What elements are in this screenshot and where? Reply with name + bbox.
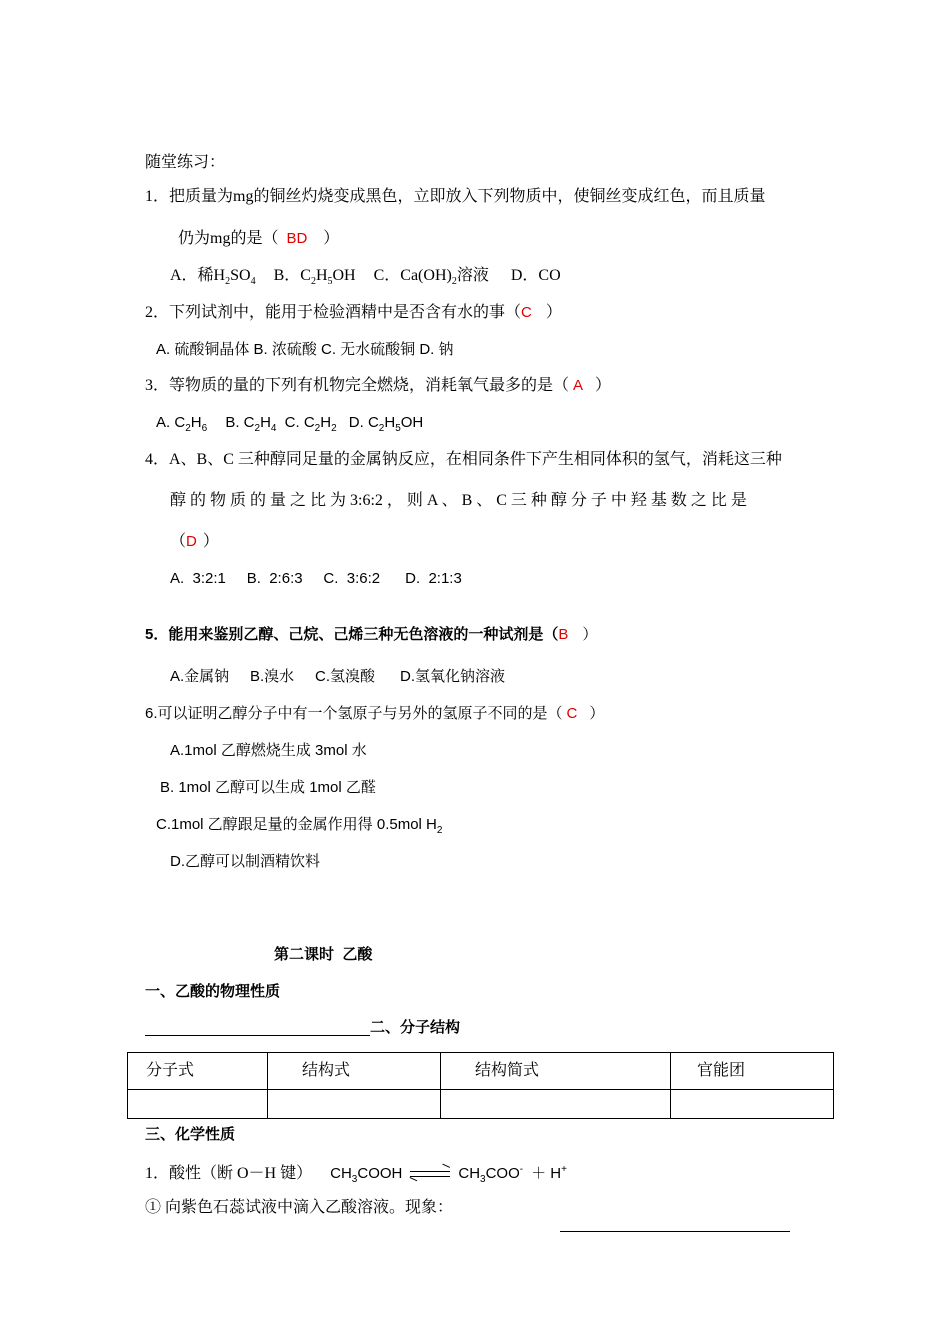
question-4-line-1: 4．A、B、C 三种醇同足量的金属钠反应，在相同条件下产生相同体积的氢气，消耗这三种 <box>145 451 782 468</box>
question-1-answer: BD <box>286 230 308 247</box>
question-1-line-2: 仍为mg的是（ BD ） <box>178 230 340 247</box>
acidity-equation: 1．酸性（断 O－H 键） $CH_3COOH$ $CH_3COO^- + H^+$ <box>145 1164 567 1185</box>
question-2-answer: C <box>521 304 532 321</box>
question-1-options: A．稀$H_2SO_4$ B．$C_2H_5OH$ C．$Ca(OH)_2$溶液 D．CO <box>170 267 561 288</box>
equilibrium-arrow-icon <box>410 1169 450 1179</box>
question-3-options: A. $C_2H_6$ B. $C_2H_4$ C. $C_2H_2$ D. $C_2H_5OH$ <box>156 414 424 434</box>
section-physical-properties: 一、乙酸的物理性质 <box>145 983 281 1000</box>
header-molecular-formula: 分子式 <box>128 1053 268 1090</box>
question-2-stem: 2．下列试剂中，能用于检验酒精中是否含有水的事（C ） <box>145 304 562 321</box>
question-6-option-c: C.1mol 乙醇跟足量的金属作用得 0.5mol $H_2$ <box>156 816 443 836</box>
litmus-observation-blank <box>560 1231 790 1232</box>
question-5-stem: 5．能用来鉴别乙醇、己烷、己烯三种无色溶液的一种试剂是（B ） <box>145 626 598 643</box>
cell-functional-group[interactable] <box>671 1090 834 1119</box>
cell-molecular-formula[interactable] <box>128 1090 268 1119</box>
question-6-option-b: B. 1mol 乙醇可以生成 1mol 乙醛 <box>160 779 376 796</box>
question-6-option-d: D.乙醇可以制酒精饮料 <box>170 853 321 870</box>
question-6-stem: 6.可以证明乙醇分子中有一个氢原子与另外的氢原子不同的是（ C ） <box>145 705 605 722</box>
question-3-answer: A <box>573 377 584 394</box>
question-4-answer: D <box>186 533 197 550</box>
cell-structural-formula[interactable] <box>268 1090 441 1119</box>
cell-condensed-formula[interactable] <box>441 1090 671 1119</box>
litmus-item: ① 向紫色石蕊试液中滴入乙酸溶液。现象： <box>145 1199 454 1216</box>
section-molecular-structure: 二、分子结构 <box>370 1019 461 1036</box>
question-2-options: A. 硫酸铜晶体 B. 浓硫酸 C. 无水硫酸铜 D. 钠 <box>156 341 454 358</box>
header-condensed-formula: 结构简式 <box>441 1053 671 1090</box>
header-functional-group: 官能团 <box>671 1053 834 1090</box>
physical-properties-blank <box>145 1035 370 1036</box>
section-chemical-properties: 三、化学性质 <box>145 1126 236 1143</box>
question-3-stem: 3．等物质的量的下列有机物完全燃烧，消耗氧气最多的是（ A ） <box>145 377 612 394</box>
question-6-option-a: A.1mol 乙醇燃烧生成 3mol 水 <box>170 742 367 759</box>
question-4-options: A. 3:2:1 B. 2:6:3 C. 3:6:2 D. 2:1:3 <box>170 570 462 587</box>
header-structural-formula: 结构式 <box>268 1053 441 1090</box>
question-6-answer: C <box>566 705 578 722</box>
question-5-answer: B <box>558 626 569 643</box>
question-1-line-1: 1．把质量为mg的铜丝灼烧变成黑色，立即放入下列物质中，使铜丝变成红色，而且质量 <box>145 188 766 205</box>
practice-heading: 随堂练习： <box>145 154 226 171</box>
question-4-line-2: 醇 的 物 质 的 量 之 比 为 3:6:2 ， 则 A 、 B 、 C 三 种 醇 分 子 中 羟 基 数 之 比 是 <box>170 492 747 509</box>
structure-table <box>127 1052 834 1119</box>
question-5-options: A.金属钠 B.溴水 C.氢溴酸 D.氢氧化钠溶液 <box>170 668 506 685</box>
question-4-line-3: （D ） <box>170 533 219 550</box>
lesson-title: 第二课时 乙酸 <box>274 946 373 963</box>
